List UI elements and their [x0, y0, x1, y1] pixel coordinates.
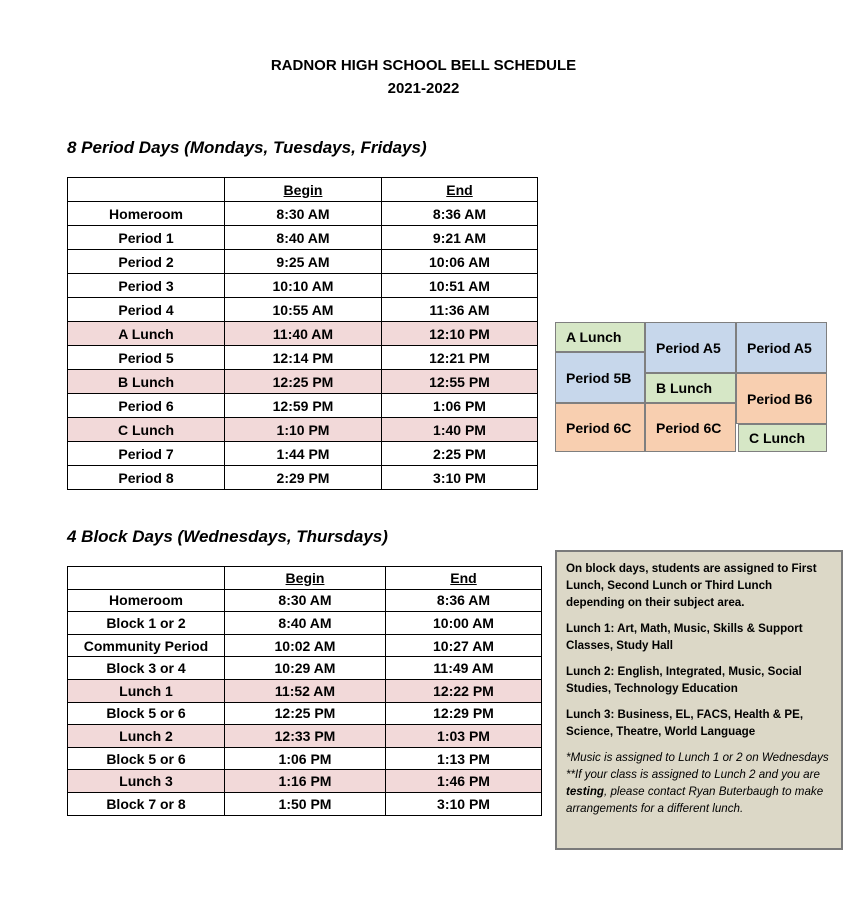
row-name: Block 7 or 8	[68, 792, 225, 815]
lunch-assignment-notes	[555, 550, 843, 850]
row-name: Homeroom	[68, 202, 225, 226]
row-begin: 10:55 AM	[225, 298, 382, 322]
grid-period-b6: Period B6	[736, 373, 827, 424]
row-end: 1:13 PM	[386, 747, 542, 770]
row-name: Period 7	[68, 442, 225, 466]
notes-music: *Music is assigned to Lunch 1 or 2 on Wednesdays	[566, 751, 829, 764]
row-begin: 11:40 AM	[225, 322, 382, 346]
row-begin: 1:10 PM	[225, 418, 382, 442]
grid-period-6c-1: Period 6C	[555, 403, 645, 452]
table-row	[68, 657, 542, 680]
table-row	[68, 442, 538, 466]
row-name: Period 1	[68, 226, 225, 250]
row-end: 10:27 AM	[386, 634, 542, 657]
block-days-heading: 4 Block Days (Wednesdays, Thursdays)	[67, 527, 388, 546]
grid-c-lunch: C Lunch	[738, 424, 827, 452]
row-name: Period 4	[68, 298, 225, 322]
row-begin: 1:16 PM	[225, 770, 386, 793]
row-end: 1:46 PM	[386, 770, 542, 793]
header-blank	[68, 178, 225, 202]
row-end: 2:25 PM	[382, 442, 538, 466]
table-row	[68, 250, 538, 274]
table-row	[68, 226, 538, 250]
table-row	[68, 298, 538, 322]
row-end: 3:10 PM	[382, 466, 538, 490]
eight-period-schedule-table	[67, 177, 538, 490]
header-end: End	[386, 567, 542, 590]
row-name: Block 3 or 4	[68, 657, 225, 680]
table-row	[68, 322, 538, 346]
grid-a-lunch: A Lunch	[555, 322, 645, 352]
row-begin: 10:10 AM	[225, 274, 382, 298]
row-name: Block 5 or 6	[68, 747, 225, 770]
header-begin: Begin	[225, 567, 386, 590]
grid-period-a5-1: Period A5	[645, 322, 736, 373]
row-end: 12:55 PM	[382, 370, 538, 394]
row-begin: 1:44 PM	[225, 442, 382, 466]
table-row	[68, 634, 542, 657]
notes-lunch-3: Lunch 3: Business, EL, FACS, Health & PE, Science, Theatre, World Language	[566, 708, 804, 738]
table-row	[68, 612, 542, 635]
notes-lunch-1: Lunch 1: Art, Math, Music, Skills & Support Classes, Study Hall	[566, 622, 803, 652]
row-end: 10:00 AM	[386, 612, 542, 635]
notes-lunch-2: Lunch 2: English, Integrated, Music, Social Studies, Technology Education	[566, 665, 802, 695]
row-end: 10:06 AM	[382, 250, 538, 274]
row-begin: 12:25 PM	[225, 370, 382, 394]
table-header-row	[68, 178, 538, 202]
grid-b-lunch: B Lunch	[645, 373, 736, 403]
table-row	[68, 418, 538, 442]
row-end: 12:21 PM	[382, 346, 538, 370]
row-name: Period 6	[68, 394, 225, 418]
row-begin: 12:59 PM	[225, 394, 382, 418]
table-row	[68, 770, 542, 793]
row-name: Period 2	[68, 250, 225, 274]
row-name: Lunch 1	[68, 679, 225, 702]
notes-intro: On block days, students are assigned to First Lunch, Second Lunch or Third Lunch depending on their subject area.	[566, 562, 817, 609]
table-row	[68, 370, 538, 394]
row-end: 12:22 PM	[386, 679, 542, 702]
row-begin: 8:30 AM	[225, 202, 382, 226]
row-begin: 12:25 PM	[225, 702, 386, 725]
row-name: C Lunch	[68, 418, 225, 442]
row-end: 12:29 PM	[386, 702, 542, 725]
row-name: Homeroom	[68, 589, 225, 612]
table-row	[68, 274, 538, 298]
row-name: Lunch 2	[68, 725, 225, 748]
header-end: End	[382, 178, 538, 202]
row-end: 8:36 AM	[386, 589, 542, 612]
row-name: Lunch 3	[68, 770, 225, 793]
notes-testing: **If your class is assigned to Lunch 2 and you are testing, please contact Ryan Buterbaugh to make arrangements for a different lunch.	[566, 768, 824, 815]
row-begin: 2:29 PM	[225, 466, 382, 490]
eight-period-heading: 8 Period Days (Mondays, Tuesdays, Fridays)	[67, 138, 427, 157]
table-row	[68, 346, 538, 370]
row-end: 11:36 AM	[382, 298, 538, 322]
row-end: 12:10 PM	[382, 322, 538, 346]
document-title: RADNOR HIGH SCHOOL BELL SCHEDULE	[270, 57, 577, 74]
table-row	[68, 747, 542, 770]
row-begin: 12:14 PM	[225, 346, 382, 370]
grid-period-5b: Period 5B	[555, 352, 645, 403]
row-name: Block 5 or 6	[68, 702, 225, 725]
row-begin: 1:50 PM	[225, 792, 386, 815]
row-begin: 10:29 AM	[225, 657, 386, 680]
header-begin: Begin	[225, 178, 382, 202]
grid-period-6c-2: Period 6C	[645, 403, 736, 452]
row-end: 1:40 PM	[382, 418, 538, 442]
row-end: 1:06 PM	[382, 394, 538, 418]
row-end: 11:49 AM	[386, 657, 542, 680]
table-row	[68, 202, 538, 226]
table-row	[68, 679, 542, 702]
row-begin: 8:40 AM	[225, 226, 382, 250]
table-header-row	[68, 567, 542, 590]
table-row	[68, 466, 538, 490]
row-begin: 1:06 PM	[225, 747, 386, 770]
row-end: 3:10 PM	[386, 792, 542, 815]
table-row	[68, 589, 542, 612]
row-end: 9:21 AM	[382, 226, 538, 250]
table-row	[68, 792, 542, 815]
row-end: 10:51 AM	[382, 274, 538, 298]
row-begin: 8:30 AM	[225, 589, 386, 612]
row-name: A Lunch	[68, 322, 225, 346]
notes-testing-emphasis: testing	[566, 785, 605, 798]
row-begin: 10:02 AM	[225, 634, 386, 657]
grid-period-a5-2: Period A5	[736, 322, 827, 373]
row-end: 8:36 AM	[382, 202, 538, 226]
row-end: 1:03 PM	[386, 725, 542, 748]
table-row	[68, 394, 538, 418]
table-row	[68, 725, 542, 748]
row-begin: 11:52 AM	[225, 679, 386, 702]
row-name: Period 5	[68, 346, 225, 370]
header-blank	[68, 567, 225, 590]
row-name: Period 8	[68, 466, 225, 490]
row-begin: 8:40 AM	[225, 612, 386, 635]
block-days-schedule-table	[67, 566, 542, 816]
row-name: Block 1 or 2	[68, 612, 225, 635]
school-year: 2021-2022	[387, 80, 460, 97]
row-name: Period 3	[68, 274, 225, 298]
row-name: B Lunch	[68, 370, 225, 394]
table-row	[68, 702, 542, 725]
row-name: Community Period	[68, 634, 225, 657]
row-begin: 12:33 PM	[225, 725, 386, 748]
row-begin: 9:25 AM	[225, 250, 382, 274]
